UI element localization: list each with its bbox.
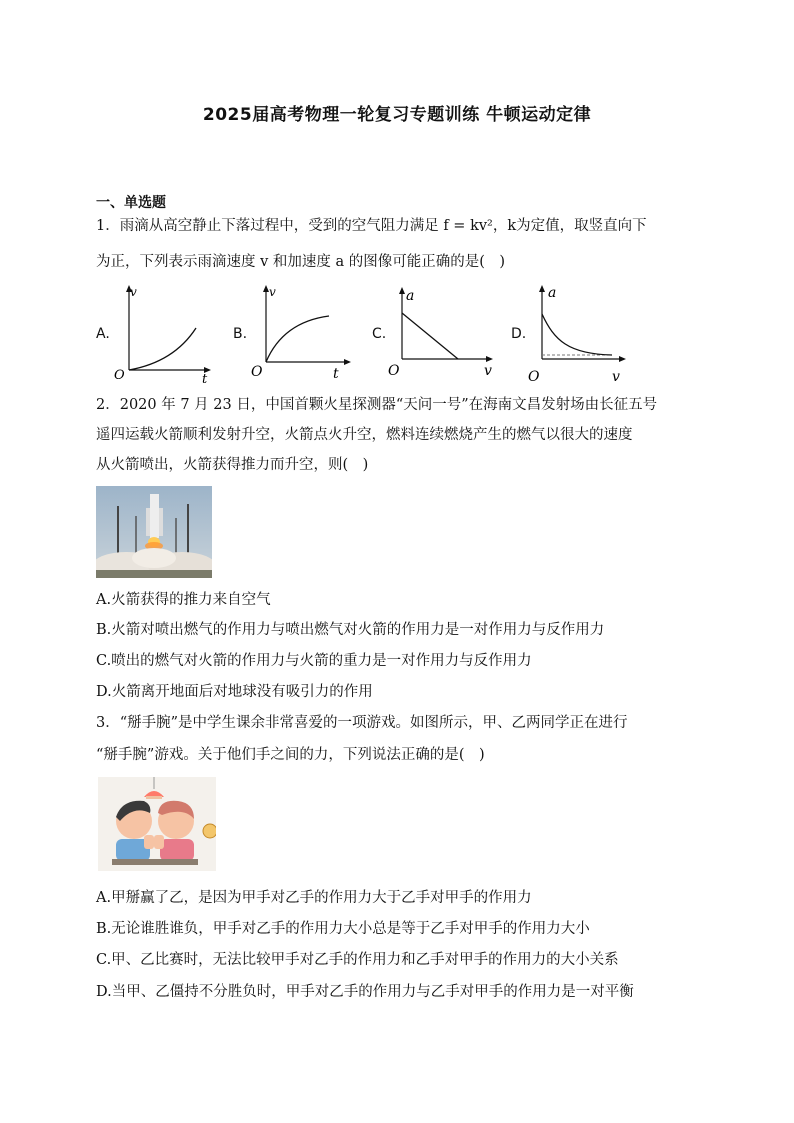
option-d-graph xyxy=(528,282,633,387)
q2-option-b: B.火箭对喷出燃气的作用力与喷出燃气对火箭的作用力是一对作用力与反作用力 xyxy=(96,622,605,638)
c-graph-origin: O xyxy=(388,363,400,379)
b-graph-ylabel: v xyxy=(269,285,276,299)
q2-text-line1: 2．2020 年 7 月 23 日，中国首颗火星探测器“天问一号”在海南文昌发射场由长征五号 xyxy=(96,397,658,413)
b-graph-xlabel: t xyxy=(333,366,339,382)
option-c-graph xyxy=(388,282,498,387)
option-c-label: C. xyxy=(372,326,387,342)
c-graph-xlabel: v xyxy=(484,363,492,379)
rocket-launch-image xyxy=(96,486,212,578)
q2-text-line3: 从火箭喷出，火箭获得推力而升空，则( ) xyxy=(96,457,369,473)
q1-graph-options xyxy=(96,282,716,387)
b-graph-origin: O xyxy=(251,364,263,380)
q2-option-d: D.火箭离开地面后对地球没有吸引力的作用 xyxy=(96,684,373,700)
option-a-graph xyxy=(114,282,214,387)
d-graph-xlabel: v xyxy=(612,369,620,385)
page-title: 2025届高考物理一轮复习专题训练 牛顿运动定律 xyxy=(202,105,592,125)
q3-option-c: C.甲、乙比赛时，无法比较甲手对乙手的作用力和乙手对甲手的作用力的大小关系 xyxy=(96,952,619,968)
q3-text-line2: “掰手腕”游戏。关于他们手之间的力，下列说法正确的是( ) xyxy=(96,747,485,763)
q3-text-line1: 3．“掰手腕”是中学生课余非常喜爱的一项游戏。如图所示，甲、乙两同学正在进行 xyxy=(96,715,628,731)
q3-option-a: A.甲掰赢了乙，是因为甲手对乙手的作用力大于乙手对甲手的作用力 xyxy=(96,890,532,906)
c-graph-ylabel: a xyxy=(406,288,415,304)
q3-option-d: D.当甲、乙僵持不分胜负时，甲手对乙手的作用力与乙手对甲手的作用力是一对平衡 xyxy=(96,984,634,1000)
q1-text-line2: 为正，下列表示雨滴速度 v 和加速度 a 的图像可能正确的是( ) xyxy=(96,254,506,270)
option-a-label: A. xyxy=(96,326,110,342)
q2-text-line2: 遥四运载火箭顺利发射升空，火箭点火升空，燃料连续燃烧产生的燃气以很大的速度 xyxy=(96,427,633,443)
a-graph-origin: O xyxy=(114,368,125,383)
a-graph-ylabel: v xyxy=(130,285,137,299)
q1-text-line1: 1．雨滴从高空静止下落过程中，受到的空气阻力满足 f = kv²，k为定值，取竖直向下 xyxy=(96,218,647,234)
option-b-graph xyxy=(251,282,356,387)
option-d-label: D. xyxy=(511,326,527,342)
a-graph-xlabel: t xyxy=(202,372,208,387)
section-heading: 一、单选题 xyxy=(96,195,166,211)
option-b-label: B. xyxy=(233,326,248,342)
q2-option-a: A.火箭获得的推力来自空气 xyxy=(96,592,271,608)
d-graph-ylabel: a xyxy=(548,285,557,301)
q3-option-b: B.无论谁胜谁负，甲手对乙手的作用力大小总是等于乙手对甲手的作用力大小 xyxy=(96,921,590,937)
q2-option-c: C.喷出的燃气对火箭的作用力与火箭的重力是一对作用力与反作用力 xyxy=(96,653,532,669)
d-graph-origin: O xyxy=(528,369,540,385)
arm-wrestling-illustration xyxy=(98,777,216,871)
